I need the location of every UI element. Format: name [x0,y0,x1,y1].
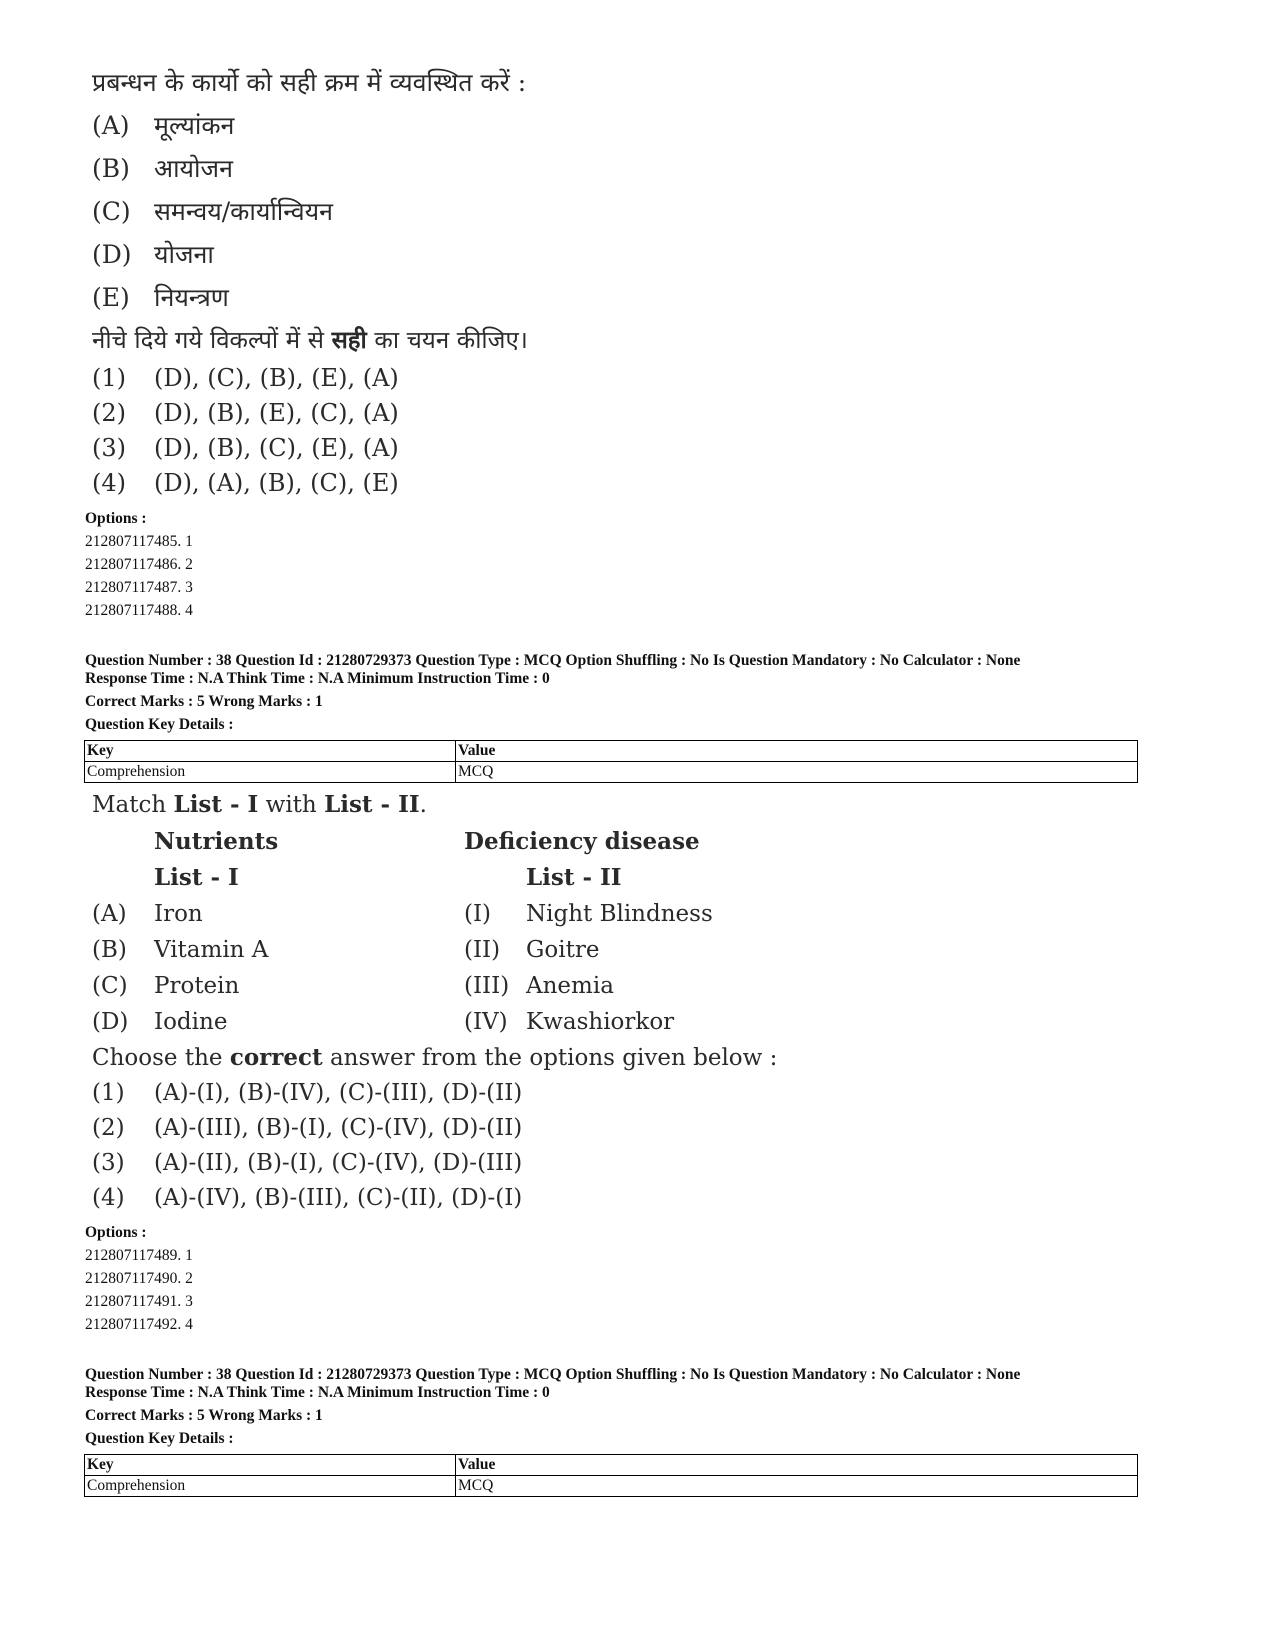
option-id: 212807117489. 1 [85,1247,193,1264]
row-label: (IV) [464,1009,508,1035]
answer-choice [92,466,792,501]
list-item [92,190,792,233]
item-label: (B) [92,154,130,183]
instruction-text: नीचे दिये गये विकल्पों में से [92,326,332,354]
column-header: Nutrients [154,828,279,855]
question-38-options [85,1221,193,1336]
choice-number: (4) [92,469,126,497]
option-id: 212807117487. 3 [85,579,193,596]
row-label: (A) [92,901,127,927]
instruction-bold: correct [229,1044,323,1071]
title-bold: List - II [324,791,420,818]
item-label: (A) [92,111,130,140]
item-label: (E) [92,283,130,312]
question-38-title [92,786,812,824]
match-row [92,1004,812,1040]
match-row [92,896,812,932]
question-37-options [85,507,193,622]
list1-entry: Vitamin A [154,937,269,963]
title-text: . [419,792,427,818]
column-headers [92,824,812,860]
table-cell-value: MCQ [456,762,1138,783]
answer-choice [92,396,792,431]
question-next-meta [85,1366,1020,1450]
answer-choice [92,361,792,396]
title-bold: List - I [173,791,259,818]
item-text: समन्वय/कार्यान्वियन [154,197,334,226]
item-text: योजना [154,240,214,269]
title-text: with [258,792,325,818]
answer-choice [92,431,792,466]
question-38-instruction [92,1040,812,1076]
question-key-table [84,1454,1138,1497]
choice-number: (2) [92,399,126,427]
options-label: Options : [85,1224,147,1241]
list-label: List - II [526,864,622,891]
choice-text: (A)-(I), (B)-(IV), (C)-(III), (D)-(II) [154,1080,523,1106]
list-item [92,233,792,276]
answer-choice [92,1076,812,1111]
item-text: आयोजन [154,154,233,183]
match-row [92,968,812,1004]
table-row [85,1455,1138,1476]
list2-entry: Night Blindness [526,901,713,927]
option-id: 212807117488. 4 [85,602,193,619]
list-labels [92,860,812,896]
choice-number: (3) [92,434,126,462]
match-row [92,932,812,968]
option-id: 212807117491. 3 [85,1293,193,1310]
list2-entry: Goitre [526,937,600,963]
item-label: (D) [92,240,132,269]
key-details-label: Question Key Details : [85,716,234,733]
choice-text: (A)-(II), (B)-(I), (C)-(IV), (D)-(III) [154,1150,523,1176]
table-header-value: Value [456,741,1138,762]
item-label: (C) [92,197,131,226]
choice-text: (A)-(III), (B)-(I), (C)-(IV), (D)-(II) [154,1115,523,1141]
options-label: Options : [85,510,147,527]
key-details-label: Question Key Details : [85,1430,234,1447]
row-label: (III) [464,973,510,999]
instruction-text: answer from the options given below : [322,1045,778,1071]
column-header: Deficiency disease [464,828,700,855]
choice-text: (D), (C), (B), (E), (A) [154,364,399,392]
choice-number: (2) [92,1115,125,1141]
question-meta-line: Response Time : N.A Think Time : N.A Minimum Instruction Time : 0 [85,670,550,687]
row-label: (B) [92,937,127,963]
list2-entry: Kwashiorkor [526,1009,675,1035]
option-id: 212807117486. 2 [85,556,193,573]
table-header-key: Key [85,741,456,762]
table-cell-key: Comprehension [85,762,456,783]
question-37-image [92,62,792,501]
title-text: Match [92,792,174,818]
option-id: 212807117485. 1 [85,533,193,550]
instruction-text: का चयन कीजिए। [366,326,528,354]
choice-text: (D), (B), (C), (E), (A) [154,434,399,462]
table-header-key: Key [85,1455,456,1476]
table-cell-value: MCQ [456,1476,1138,1497]
question-37-instruction [92,319,792,361]
question-key-table [84,740,1138,783]
choice-text: (D), (A), (B), (C), (E) [154,469,399,497]
choice-number: (1) [92,1080,125,1106]
list2-entry: Anemia [526,973,614,999]
list1-entry: Iodine [154,1009,228,1035]
choice-number: (3) [92,1150,125,1176]
row-label: (D) [92,1009,129,1035]
row-label: (C) [92,973,128,999]
item-text: मूल्यांकन [154,111,235,140]
row-label: (I) [464,901,492,927]
instruction-bold: सही [331,325,367,354]
list-label: List - I [154,864,239,891]
table-cell-key: Comprehension [85,1476,456,1497]
question-meta-line: Question Number : 38 Question Id : 21280729373 Question Type : MCQ Option Shuffling : No Is Question Mandatory : No Calculator : None [85,1366,1021,1383]
list-item [92,104,792,147]
answer-choice [92,1146,812,1181]
row-label: (II) [464,937,501,963]
question-meta-line: Question Number : 38 Question Id : 21280729373 Question Type : MCQ Option Shuffling : No Is Question Mandatory : No Calculator : None [85,652,1021,669]
marks-line: Correct Marks : 5 Wrong Marks : 1 [85,1407,323,1424]
question-38-meta [85,652,1020,736]
answer-choice [92,1111,812,1146]
choice-number: (4) [92,1185,125,1211]
choice-text: (A)-(IV), (B)-(III), (C)-(II), (D)-(I) [154,1185,523,1211]
list1-entry: Protein [154,973,240,999]
table-row [85,1476,1138,1497]
instruction-text: Choose the [92,1045,230,1071]
question-37-title: प्रबन्धन के कार्यो को सही क्रम में व्यवस्थित करें : [92,68,527,97]
option-id: 212807117490. 2 [85,1270,193,1287]
list-item [92,147,792,190]
option-id: 212807117492. 4 [85,1316,193,1333]
question-38-image [92,786,812,1216]
question-meta-line: Response Time : N.A Think Time : N.A Minimum Instruction Time : 0 [85,1384,550,1401]
choice-text: (D), (B), (E), (C), (A) [154,399,399,427]
answer-choice [92,1181,812,1216]
table-row [85,762,1138,783]
choice-number: (1) [92,364,126,392]
marks-line: Correct Marks : 5 Wrong Marks : 1 [85,693,323,710]
table-header-value: Value [456,1455,1138,1476]
list1-entry: Iron [154,901,203,927]
item-text: नियन्त्रण [154,283,229,312]
list-item [92,276,792,319]
table-row [85,741,1138,762]
